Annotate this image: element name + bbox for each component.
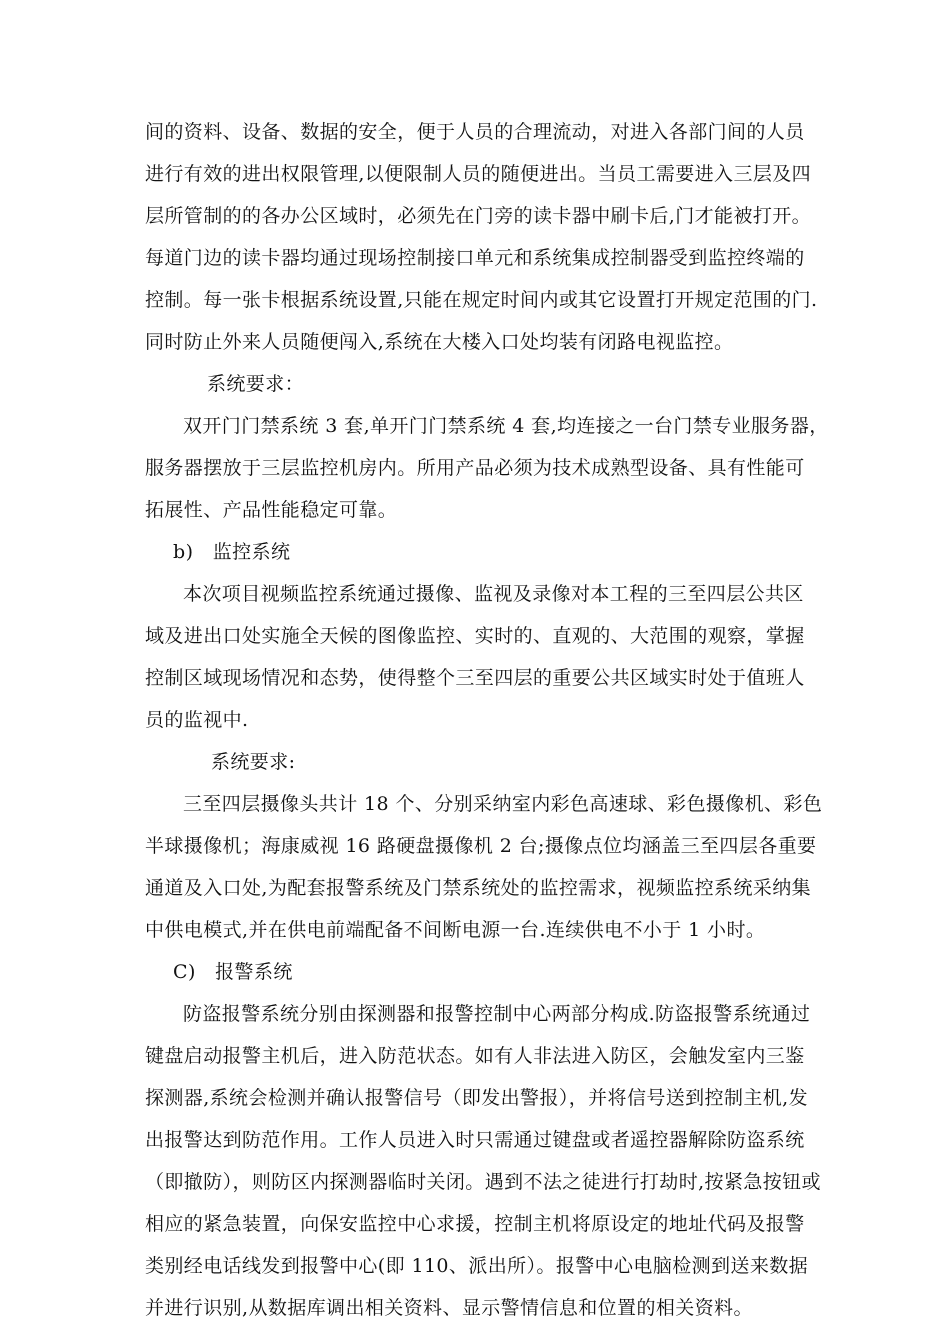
monitoring-requirements-line: 通道及入口处,为配套报警系统及门禁系统处的监控需求，视频监控系统采纳集 — [145, 877, 812, 899]
alarm-line: 键盘启动报警主机后，进入防范状态。如有人非法进入防区，会触发室内三鉴 — [145, 1045, 805, 1067]
intro-line: 层所管制的的各办公区域时，必须先在门旁的读卡器中刷卡后,门才能被打开。 — [145, 205, 812, 227]
intro-line: 同时防止外来人员随便闯入,系统在大楼入口处均装有闭路电视监控。 — [145, 331, 734, 353]
intro-line: 控制。每一张卡根据系统设置,只能在规定时间内或其它设置打开规定范围的门. — [145, 289, 818, 311]
access-requirements-line: 拓展性、产品性能稳定可靠。 — [145, 499, 398, 521]
alarm-line: 探测器,系统会检测并确认报警信号（即发出警报），并将信号送到控制主机,发 — [145, 1087, 808, 1109]
alarm-line: 防盗报警系统分别由探测器和报警控制中心两部分构成.防盗报警系统通过 — [183, 1003, 811, 1025]
section-c-heading: C) 报警系统 — [173, 961, 293, 983]
intro-line: 间的资料、设备、数据的安全，便于人员的合理流动，对进入各部门间的人员 — [145, 121, 805, 143]
monitoring-requirements-line: 三至四层摄像头共计 18 个、分别采纳室内彩色高速球、彩色摄像机、彩色 — [183, 793, 823, 815]
access-requirements-line: 双开门门禁系统 3 套,单开门门禁系统 4 套,均连接之一台门禁专业服务器， — [183, 415, 829, 437]
monitoring-line: 本次项目视频监控系统通过摄像、监视及录像对本工程的三至四层公共区 — [183, 583, 804, 605]
alarm-line: 相应的紧急装置，向保安监控中心求援，控制主机将原设定的地址代码及报警 — [145, 1213, 805, 1235]
monitoring-line: 域及进出口处实施全天候的图像监控、实时的、直观的、大范围的观察，掌握 — [145, 625, 805, 647]
alarm-line: （即撤防），则防区内探测器临时关闭。遇到不法之徒进行打劫时,按紧急按钮或 — [145, 1171, 821, 1193]
intro-line: 每道门边的读卡器均通过现场控制接口单元和系统集成控制器受到监控终端的 — [145, 247, 805, 269]
monitoring-line: 员的监视中. — [145, 709, 249, 731]
section-b-heading: b) 监控系统 — [173, 541, 291, 563]
monitoring-requirements-line: 半球摄像机；海康威视 16 路硬盘摄像机 2 台;摄像点位均涵盖三至四层各重要 — [145, 835, 817, 857]
monitoring-requirements-line: 中供电模式,并在供电前端配备不间断电源一台.连续供电不小于 1 小时。 — [145, 919, 766, 941]
alarm-line: 类别经电话线发到报警中心(即 110、派出所）。报警中心电脑检测到送来数据 — [145, 1255, 809, 1277]
access-requirements-label: 系统要求： — [207, 373, 305, 395]
monitoring-requirements-label: 系统要求: — [211, 751, 296, 773]
monitoring-line: 控制区域现场情况和态势，使得整个三至四层的重要公共区域实时处于值班人 — [145, 667, 805, 689]
intro-line: 进行有效的进出权限管理,以便限制人员的随便进出。当员工需要进入三层及四 — [145, 163, 812, 185]
alarm-line: 出报警达到防范作用。工作人员进入时只需通过键盘或者遥控器解除防盗系统 — [145, 1129, 805, 1151]
alarm-line: 并进行识别,从数据库调出相关资料、显示警情信息和位置的相关资料。 — [145, 1297, 753, 1319]
access-requirements-line: 服务器摆放于三层监控机房内。所用产品必须为技术成熟型设备、具有性能可 — [145, 457, 805, 479]
